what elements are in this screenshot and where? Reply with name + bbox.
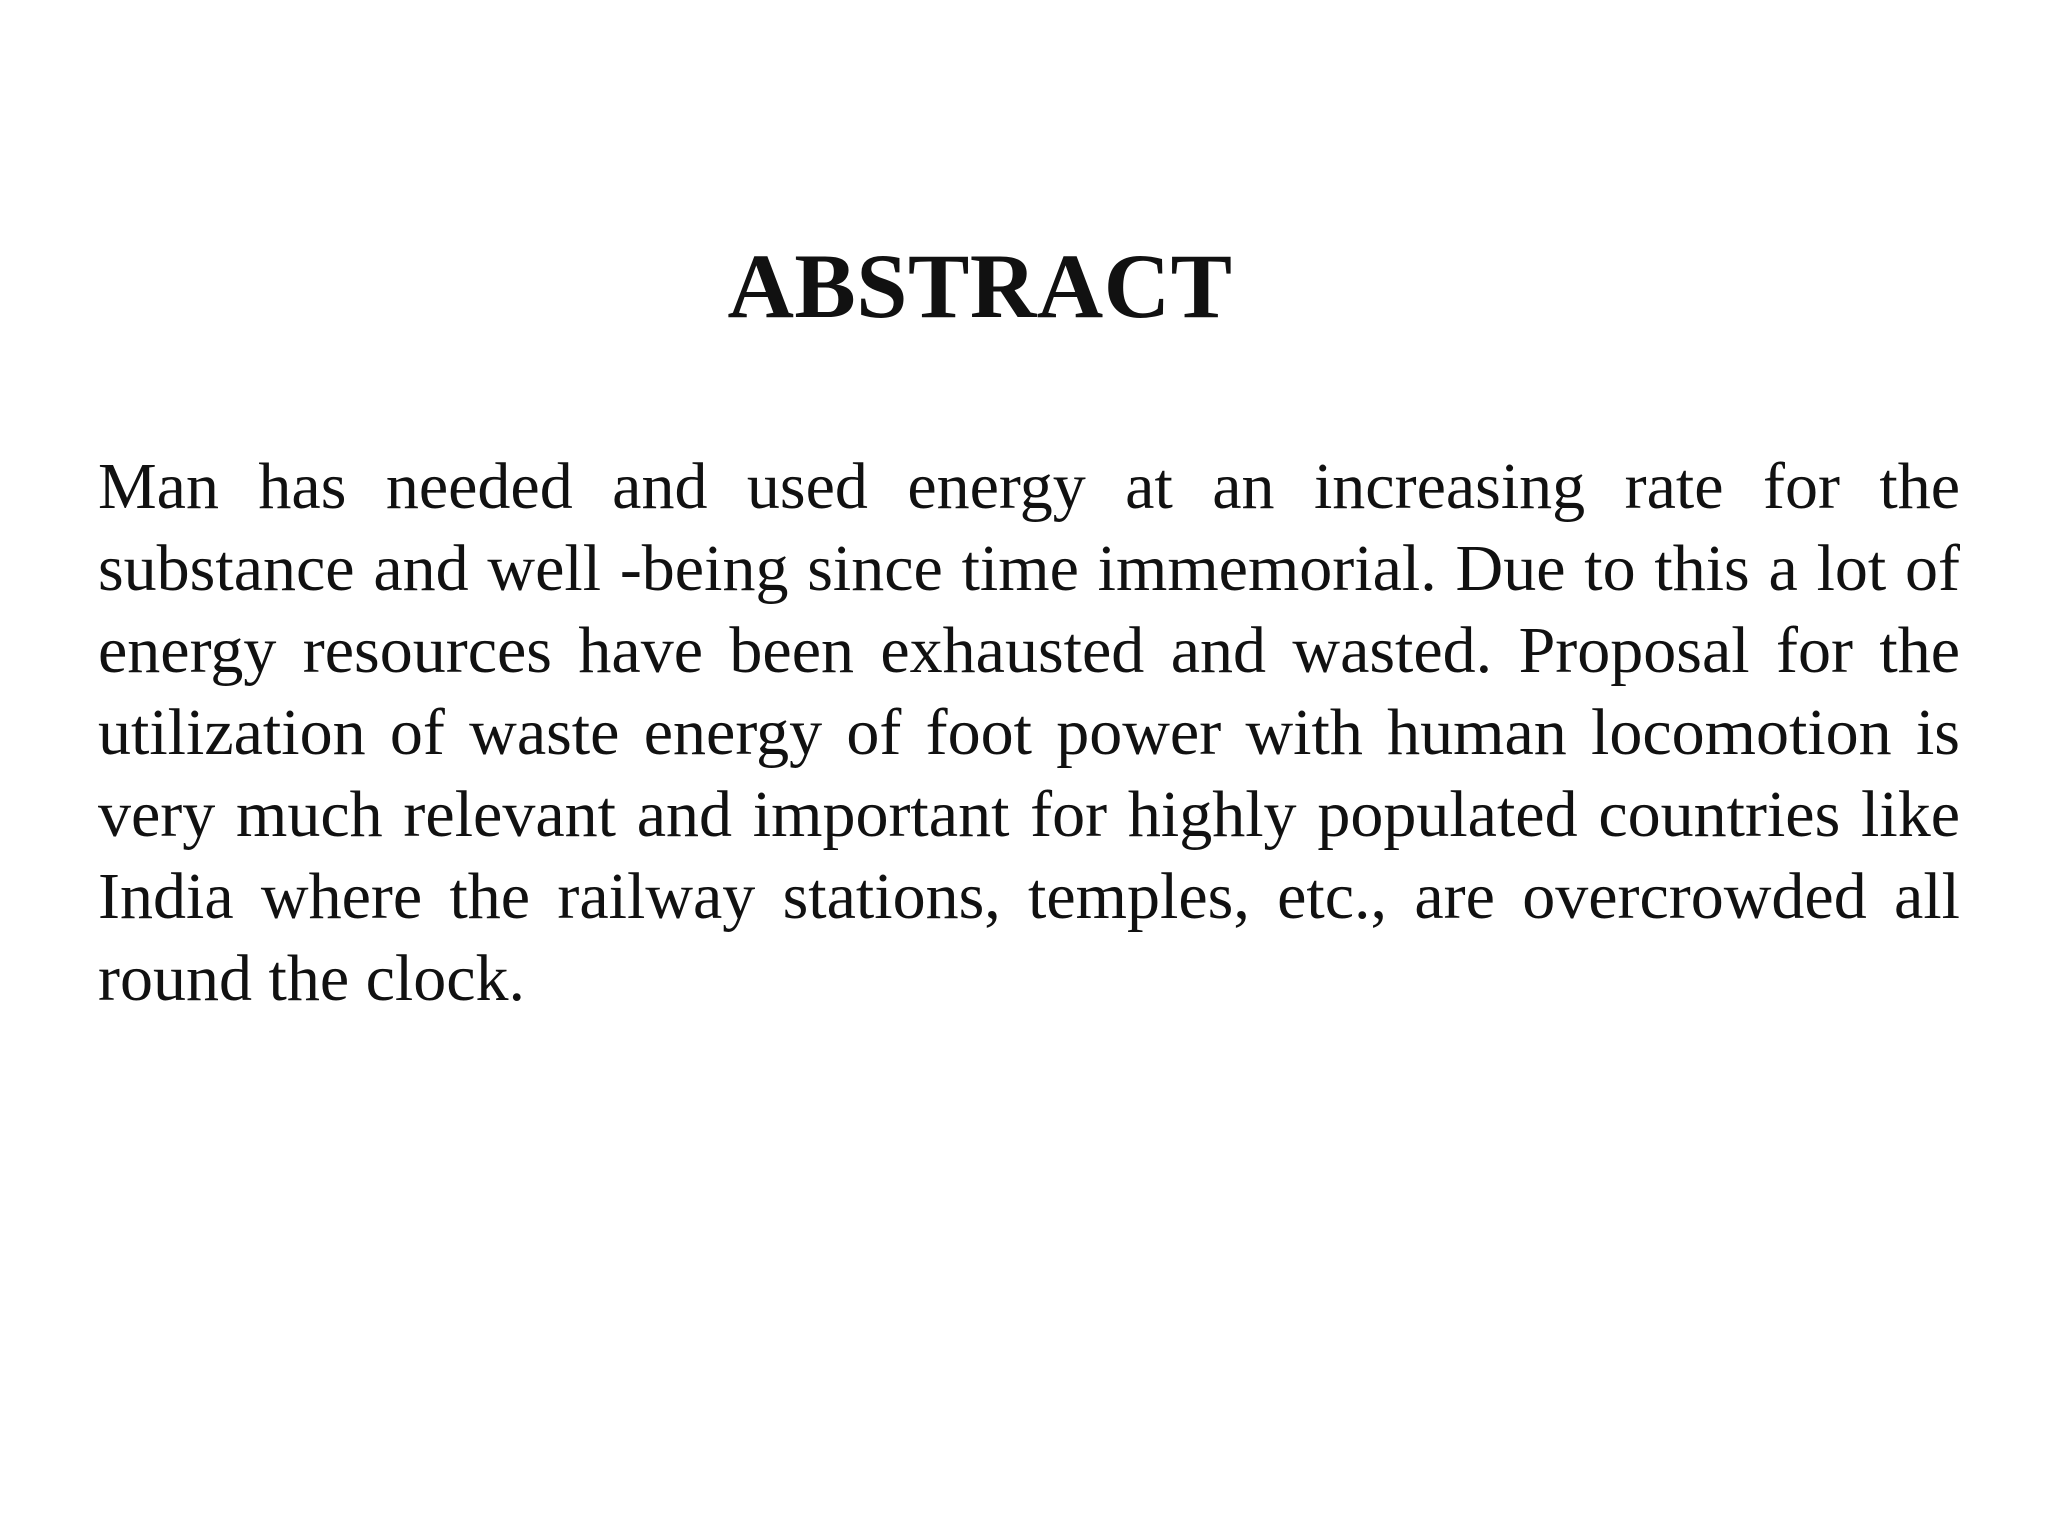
- slide-title: ABSTRACT: [727, 235, 1233, 337]
- abstract-paragraph: Man has needed and used energy at an increasing rate for the substance and well -being since time immemorial. Due to this a lot of energy resources have been exhausted and wasted. Proposal for the utilization of waste energy of foot power with human locomotion is very much relevant and important for highly populated countries like India where the railway stations, temples, etc., are overcrowded all round the clock.: [98, 450, 1960, 1015]
